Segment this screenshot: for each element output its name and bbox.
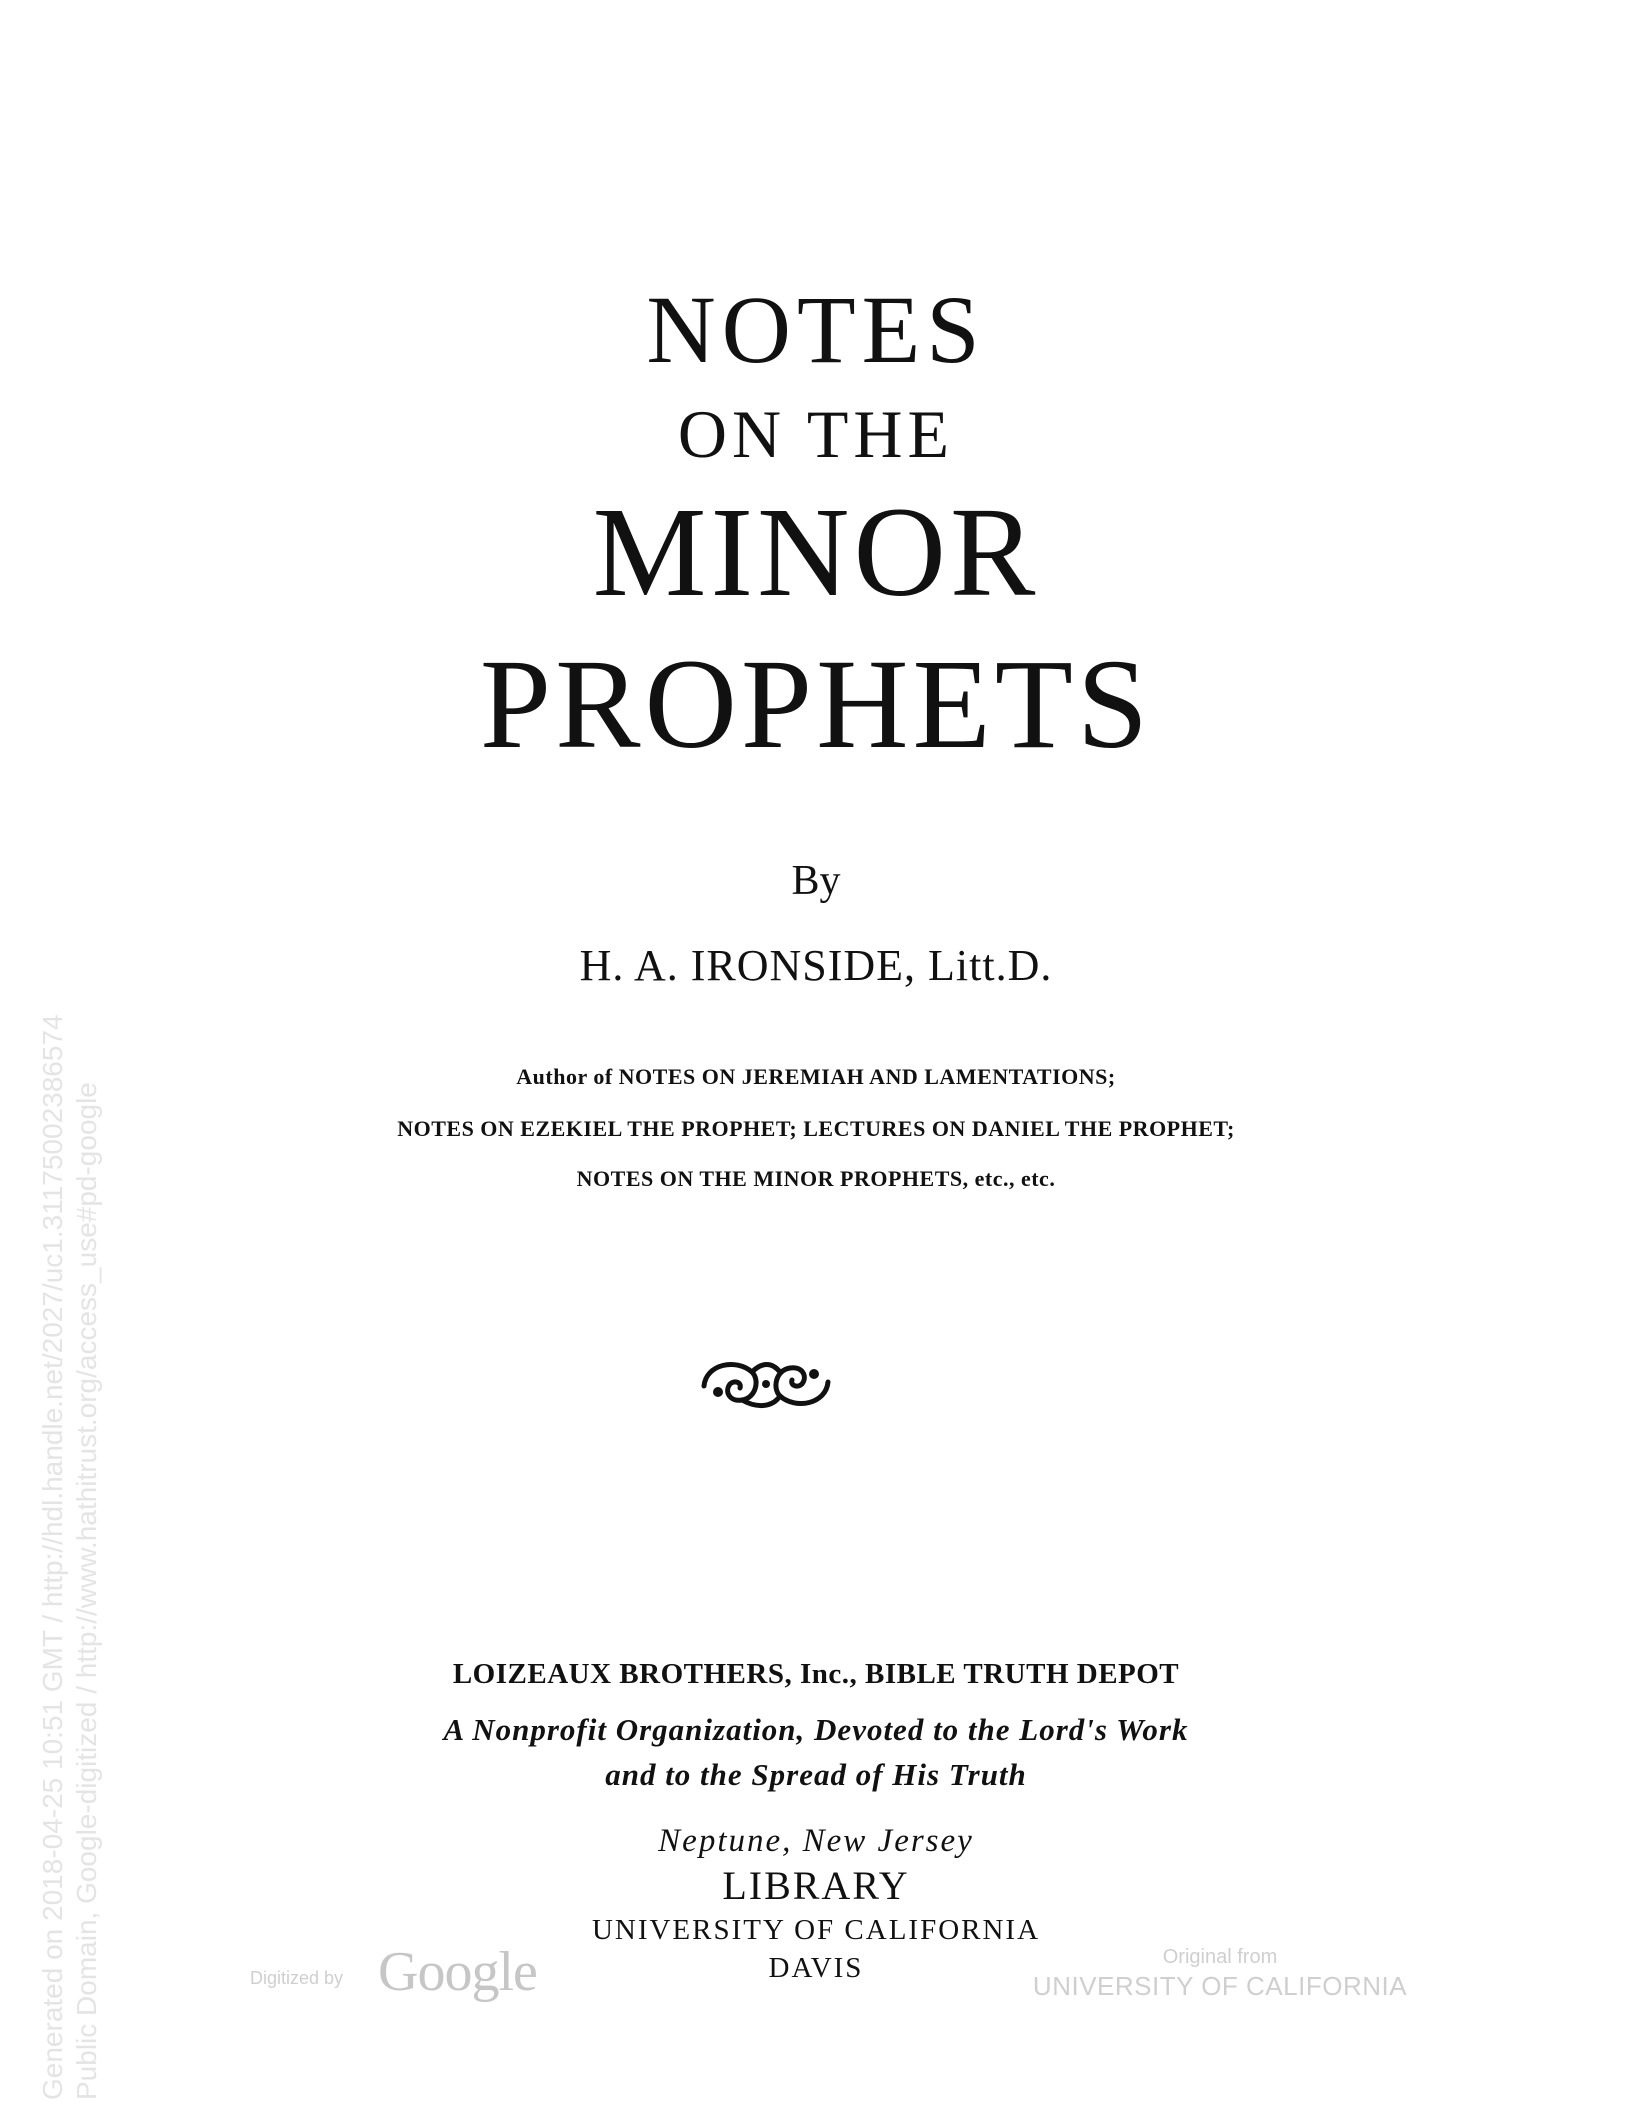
watermark-line: Generated on 2018-04-25 10:51 GMT / http://hdl.handle.net/2027/uc1.31175002386574 <box>37 1014 68 2100</box>
hathitrust-watermark <box>36 780 104 2100</box>
title-line-minor: MINOR <box>592 481 1040 623</box>
publisher-tagline: A Nonprofit Organization, Devoted to the Lord's Work <box>443 1712 1189 1747</box>
title-line-prophets: PROPHETS <box>479 633 1153 775</box>
publisher-tagline: and to the Spread of His Truth <box>605 1757 1027 1792</box>
watermark-line: Public Domain, Google-digitized / http://www.hathitrust.org/access_use#pd-google <box>71 1082 102 2100</box>
other-works-line: Author of NOTES ON JEREMIAH AND LAMENTATIONS; <box>516 1064 1116 1089</box>
library-stamp-title: LIBRARY <box>722 1863 910 1908</box>
other-works-line: NOTES ON EZEKIEL THE PROPHET; LECTURES ON DANIEL THE PROPHET; <box>397 1116 1235 1141</box>
printer-ornament-icon <box>696 1352 836 1416</box>
original-source: UNIVERSITY OF CALIFORNIA <box>1032 1971 1408 2001</box>
by-label: By <box>791 858 841 904</box>
other-works-line: NOTES ON THE MINOR PROPHETS, etc., etc. <box>576 1166 1056 1191</box>
publisher-name: LOIZEAUX BROTHERS, Inc., BIBLE TRUTH DEPOT <box>452 1658 1180 1690</box>
original-from-label: Original from <box>1162 1946 1278 1968</box>
original-from-watermark <box>1000 1944 1440 2002</box>
digitized-by-watermark <box>250 1940 570 2003</box>
google-logo: Google <box>378 1941 537 2003</box>
digitized-by-label: Digitized by <box>250 1968 344 1988</box>
library-stamp-campus: DAVIS <box>768 1952 864 1984</box>
title-line-on-the: ON THE <box>677 396 955 472</box>
author-name: H. A. IRONSIDE, Litt.D. <box>579 941 1053 990</box>
library-stamp-university: UNIVERSITY OF CALIFORNIA <box>591 1914 1041 1946</box>
title-line-notes: NOTES <box>646 276 986 383</box>
publisher-place: Neptune, New Jersey <box>658 1823 974 1859</box>
